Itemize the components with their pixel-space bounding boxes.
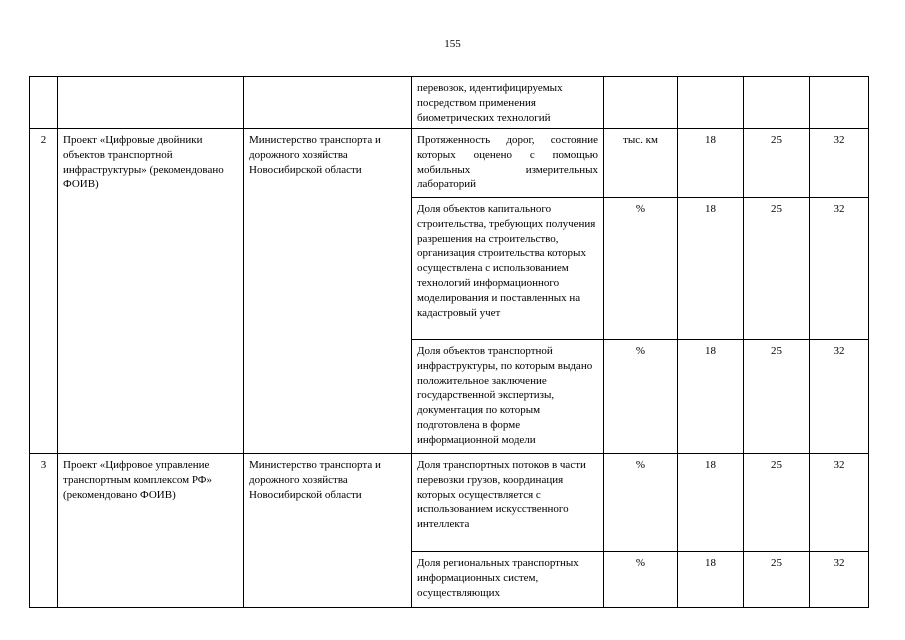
cell-num: 2 [30, 129, 58, 454]
cell-num [30, 77, 58, 129]
page-number: 155 [444, 38, 461, 50]
cell-ministry: Министерство транспорта и дорожного хозяйства Новосибирской области [244, 454, 412, 608]
cell-value-2: 25 [744, 129, 810, 198]
cell-value-2 [744, 77, 810, 129]
cell-unit [604, 77, 678, 129]
cell-value-3: 32 [810, 454, 869, 552]
cell-unit: тыс. км [604, 129, 678, 198]
cell-unit: % [604, 552, 678, 608]
cell-indicator: Доля транспортных потоков в части перевозки грузов, координация которых осуществляется с использованием искусственного интеллекта [412, 454, 604, 552]
cell-value-1: 18 [678, 454, 744, 552]
indicators-table [29, 76, 869, 608]
cell-ministry: Министерство транспорта и дорожного хозяйства Новосибирской области [244, 129, 412, 454]
cell-value-1: 18 [678, 129, 744, 198]
cell-project [58, 77, 244, 129]
cell-value-1: 18 [678, 198, 744, 340]
cell-unit: % [604, 340, 678, 454]
cell-indicator: Протяженность дорог, состояние которых оценено с помощью мобильных измерительных лабораторий [412, 129, 604, 198]
table-row-project-3 [30, 454, 869, 552]
cell-unit: % [604, 198, 678, 340]
cell-unit: % [604, 454, 678, 552]
cell-value-2: 25 [744, 454, 810, 552]
cell-value-1 [678, 77, 744, 129]
table-row-project-2 [30, 129, 869, 198]
cell-value-2: 25 [744, 198, 810, 340]
cell-value-2: 25 [744, 552, 810, 608]
cell-value-2: 25 [744, 340, 810, 454]
cell-project: Проект «Цифровое управление транспортным комплексом РФ» (рекомендовано ФОИВ) [58, 454, 244, 608]
cell-value-3: 32 [810, 340, 869, 454]
cell-indicator: Доля объектов транспортной инфраструктуры, по которым выдано положительное заключение государственной экспертизы, документация по которым подготовлена в форме информационной модели [412, 340, 604, 454]
cell-num: 3 [30, 454, 58, 608]
table-row-continuation [30, 77, 869, 129]
cell-value-1: 18 [678, 552, 744, 608]
cell-value-3: 32 [810, 129, 869, 198]
cell-ministry [244, 77, 412, 129]
cell-project: Проект «Цифровые двойники объектов транспортной инфраструктуры» (рекомендовано ФОИВ) [58, 129, 244, 454]
cell-value-3 [810, 77, 869, 129]
cell-value-3: 32 [810, 198, 869, 340]
cell-value-3: 32 [810, 552, 869, 608]
cell-indicator: перевозок, идентифицируемых посредством применения биометрических технологий [412, 77, 604, 129]
cell-indicator: Доля объектов капитального строительства, требующих получения разрешения на строительство, организация строительства которых осуществлена с использованием технологий информационного моделирования и поставленных на кадастровый учет [412, 198, 604, 340]
cell-value-1: 18 [678, 340, 744, 454]
cell-indicator: Доля региональных транспортных информационных систем, осуществляющих [412, 552, 604, 608]
